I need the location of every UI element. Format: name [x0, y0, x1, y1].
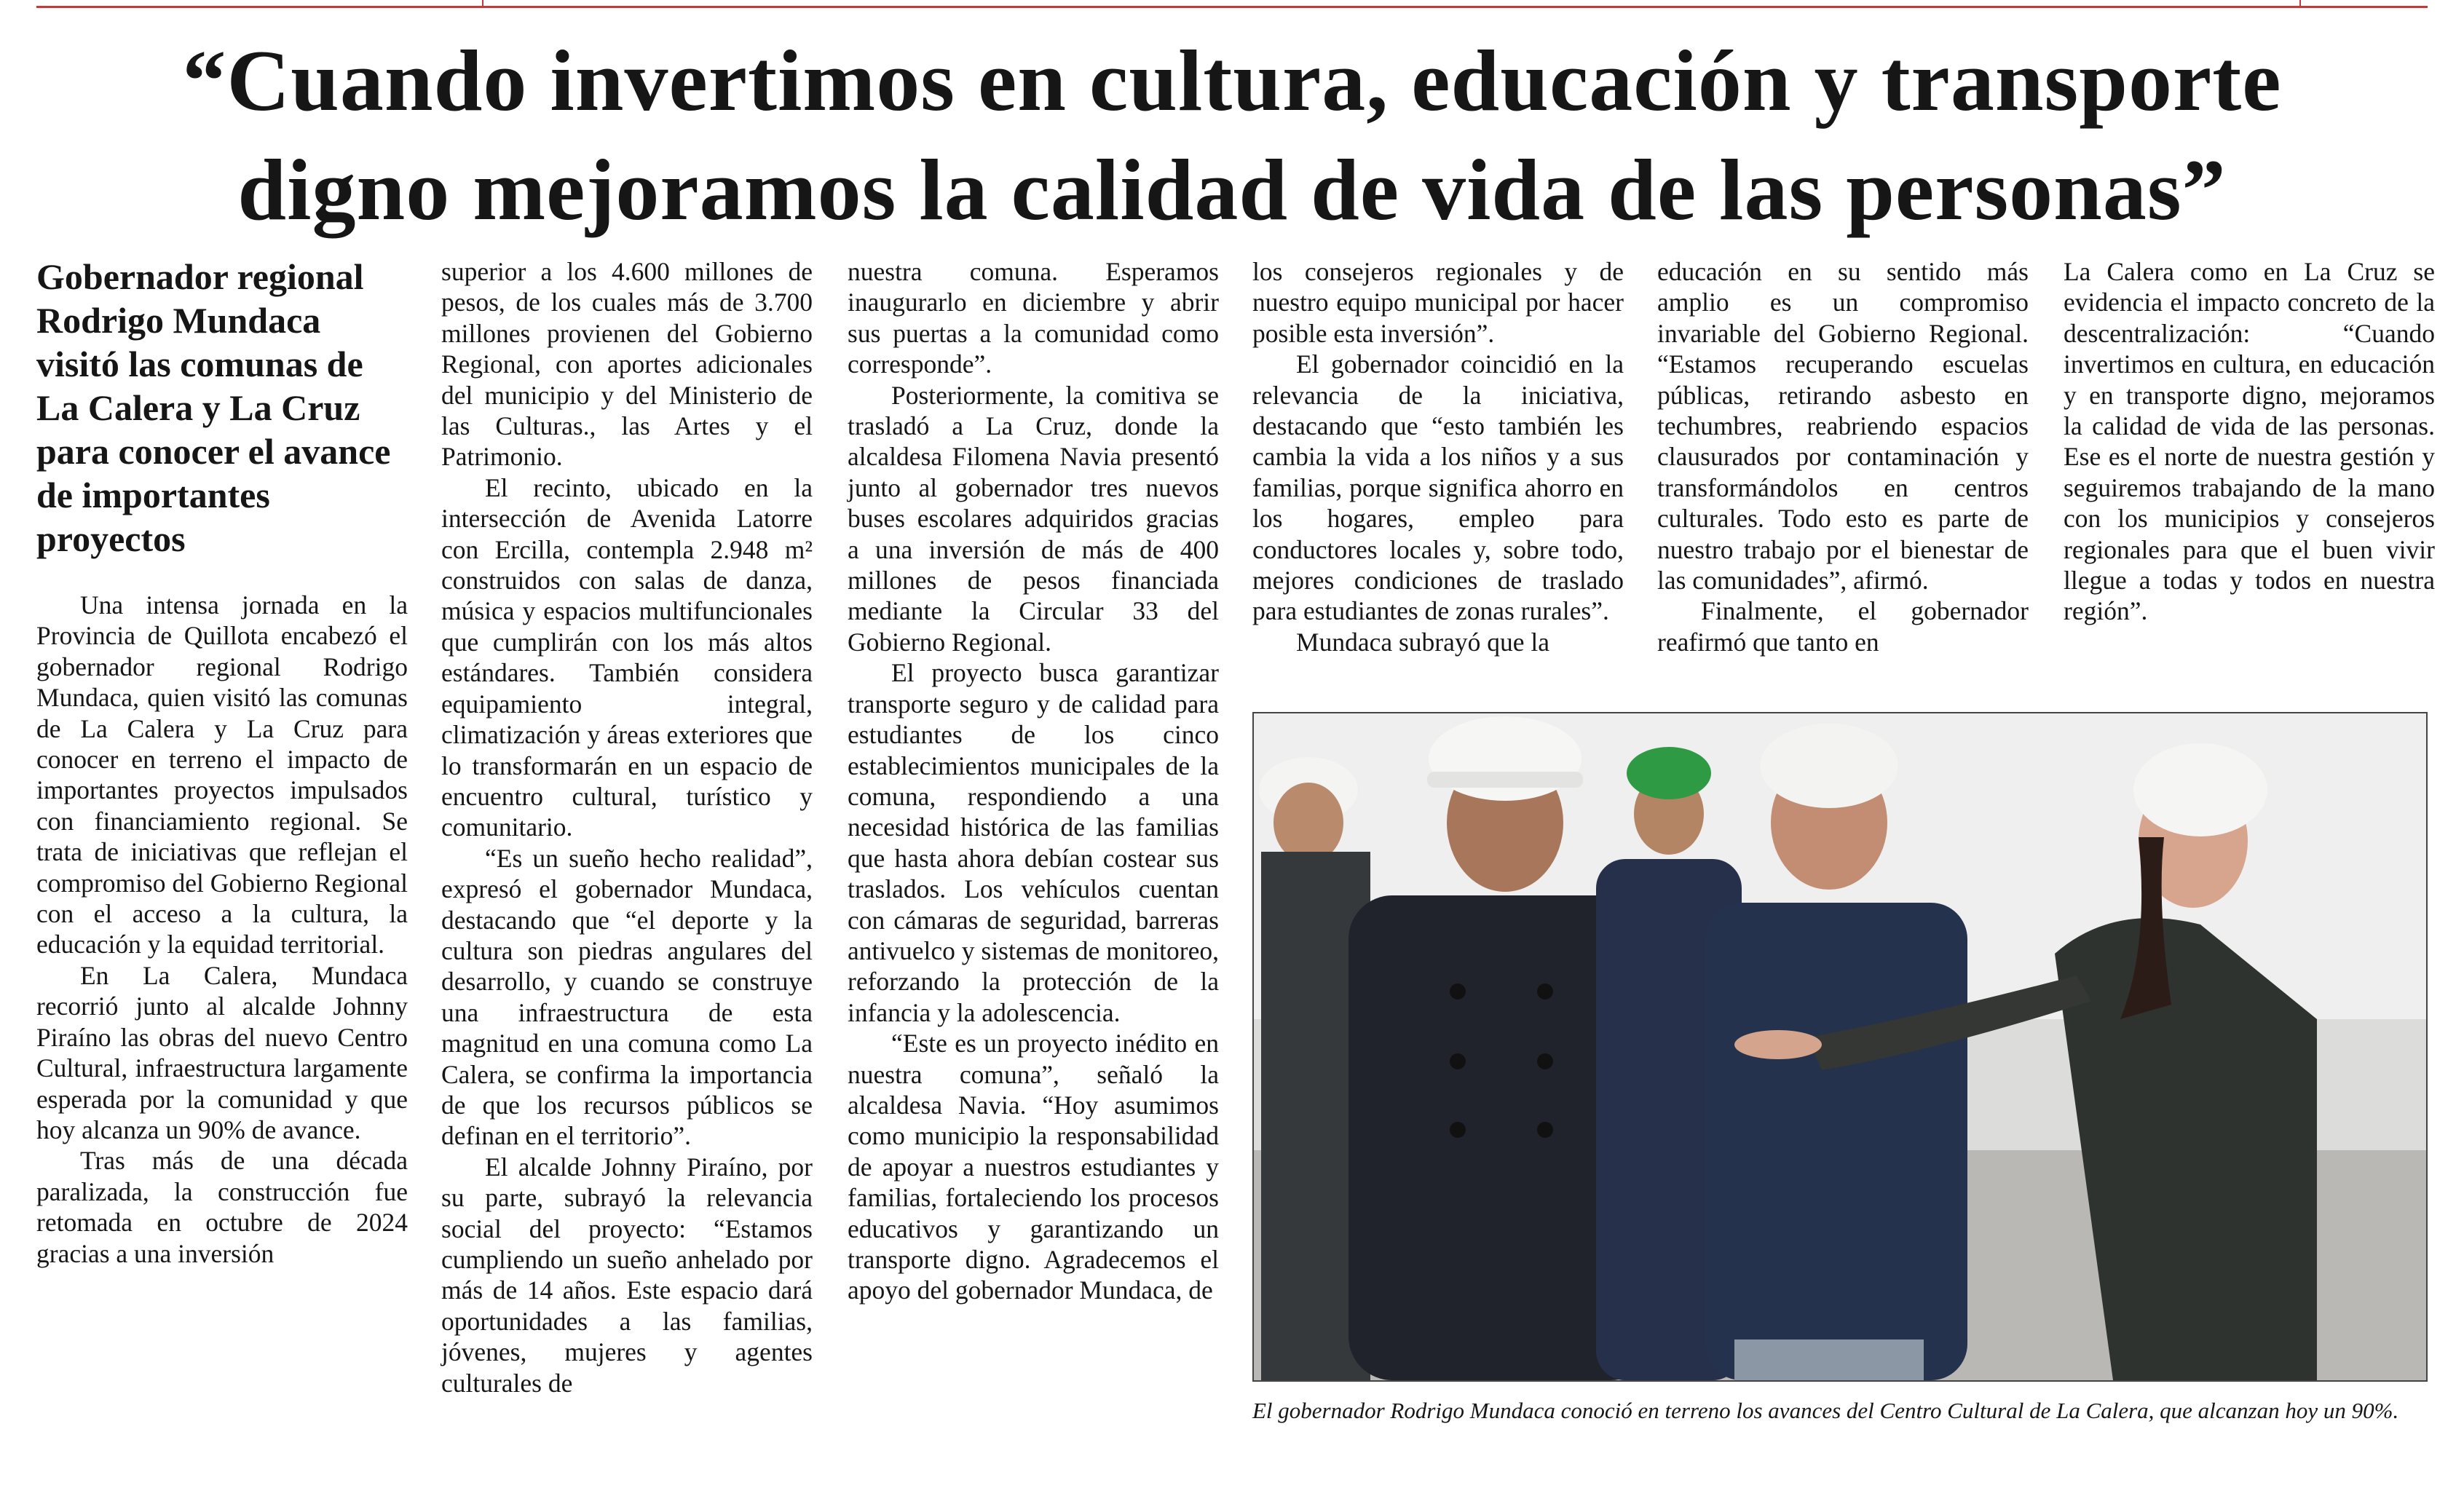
paragraph-continued: La Calera como en La Cruz se evidencia el impacto concreto de la descentralización: “Cuando invertimos en cultura, en educación y en transporte digno, mejoramos la calidad de vida de las personas. Ese es el norte de nuestra gestión y seguiremos trabajando de la mano con los municipios y consejeros regionales para que el buen vivir llegue a todas y todos en nuestra región”.	[2064, 257, 2435, 626]
subheadline: Gobernador regional Rodrigo Mundaca visitó las comunas de La Calera y La Cruz para conocer el avance de importantes proyectos	[36, 256, 391, 559]
paragraph: Tras más de una década paralizada, la construcción fue retomada en octubre de 2024 gracias a una inversión	[36, 1146, 408, 1268]
top-rule	[36, 6, 2428, 8]
paragraph: Mundaca subrayó que la	[1296, 627, 1549, 657]
headline	[36, 26, 2428, 245]
paragraph: El proyecto busca garantizar transporte seguro y de calidad para estudiantes de los cinco establecimientos municipales de la comuna, respondiendo a una necesidad histórica de las familias que hasta ahora debían costear sus traslados. Los vehículos cuentan con cámaras de seguridad, barreras antivuelco y sistemas de monitoreo, reforzando la protección de la infancia y la adolescencia.	[848, 658, 1219, 1027]
paragraph-continued: superior a los 4.600 millones de pesos, de los cuales más de 3.700 millones provienen del Gobierno Regional, con aportes adicionales del municipio y del Ministerio de las Culturas., las Artes y el Patrimonio.	[441, 257, 813, 472]
photo-illustration	[1254, 713, 2426, 1380]
paragraph: El gobernador coincidió en la relevancia de la iniciativa, destacando que “esto también les cambia la vida a los niños y a sus familias, porque significa ahorro en los hogares, empleo para conductores locales y, sobre todo, mejores condiciones de traslado para estudiantes de zonas rurales”.	[1252, 349, 1624, 626]
paragraph: El alcalde Johnny Piraíno, por su parte, subrayó la relevancia social del proyecto: “Estamos cumpliendo un sueño anhelado por más de 14 años. Este espacio dará oportunidades a las familias, jóvenes, mujeres y agentes culturales de	[441, 1152, 813, 1398]
headline-line-1: “Cuando invertimos en cultura, educación y transporte	[182, 32, 2282, 129]
paragraph-continued: educación en su sentido más amplio es un compromiso invariable del Gobierno Regional. “Estamos recuperando escuelas públicas, retirando asbesto en techumbres, reabriendo espacios clausurados por contaminación y transformándolos en centros culturales. Todo esto es parte de nuestro trabajo por el bienestar de las comunidades”, afirmó.	[1657, 257, 2029, 595]
paragraph: Posteriormente, la comitiva se trasladó a La Cruz, donde la alcaldesa Filomena Navia presentó junto al gobernador tres nuevos buses escolares adquiridos gracias a una inversión de más de 400 millones de pesos financiada mediante la Circular 33 del Gobierno Regional.	[848, 380, 1219, 657]
headline-line-2: digno mejoramos la calidad de vida de las personas”	[237, 141, 2227, 238]
paragraph: Finalmente, el gobernador reafirmó que tanto en	[1657, 596, 2029, 657]
article-column-5	[1657, 256, 2029, 657]
article-column-4	[1252, 256, 1624, 657]
paragraph-continued: nuestra comuna. Esperamos inaugurarlo en diciembre y abrir sus puertas a la comunidad como corresponde”.	[848, 257, 1219, 379]
article-column-3	[848, 256, 1219, 1306]
paragraph: “Es un sueño hecho realidad”, expresó el gobernador Mundaca, destacando que “el deporte y la cultura son piedras angulares del desarrollo, y cuando se construye una infraestructura de esta magnitud en una comuna como La Calera, se confirma la importancia de que los recursos públicos se definan en el territorio”.	[441, 843, 813, 1151]
paragraph-continued: los consejeros regionales y de nuestro equipo municipal por hacer posible esta inversión”.	[1252, 257, 1624, 348]
article-column-2	[441, 256, 813, 1398]
paragraph: El recinto, ubicado en la intersección de Avenida Latorre con Ercilla, contempla 2.948 m² construidos con salas de danza, música y espacios multifuncionales que cumplirán con los más altos estándares. También considera equipamiento integral, climatización y áreas exteriores que lo transformarán en un espacio de encuentro cultural, turístico y comunitario.	[441, 472, 813, 842]
article-column-1	[36, 255, 408, 1269]
paragraph: En La Calera, Mundaca recorrió junto al alcalde Johnny Piraíno las obras del nuevo Centro Cultural, infraestructura largamente esperada por la comunidad y que hoy alcanza un 90% de avance.	[36, 960, 408, 1144]
paragraph: Una intensa jornada en la Provincia de Quillota encabezó el gobernador regional Rodrigo Mundaca, quien visitó las comunas de La Calera y La Cruz para conocer en terreno el impacto de importantes proyectos impulsados con financiamiento regional. Se trata de iniciativas que reflejan el compromiso del Gobierno Regional con el acceso a la cultura, la educación y la equidad territorial.	[36, 590, 408, 959]
paragraph: “Este es un proyecto inédito en nuestra comuna”, señaló la alcaldesa Navia. “Hoy asumimos como municipio la responsabilidad de apoyar a nuestros estudiantes y familias, fortaleciendo los procesos educativos y garantizando un transporte digno. Agradecemos el apoyo del gobernador Mundaca, de	[848, 1029, 1219, 1305]
news-photo	[1252, 712, 2428, 1382]
article-column-6	[2064, 256, 2435, 627]
photo-caption: El gobernador Rodrigo Mundaca conoció en terreno los avances del Centro Cultural de La Calera, que alcanzan hoy un 90%.	[1252, 1398, 2399, 1423]
